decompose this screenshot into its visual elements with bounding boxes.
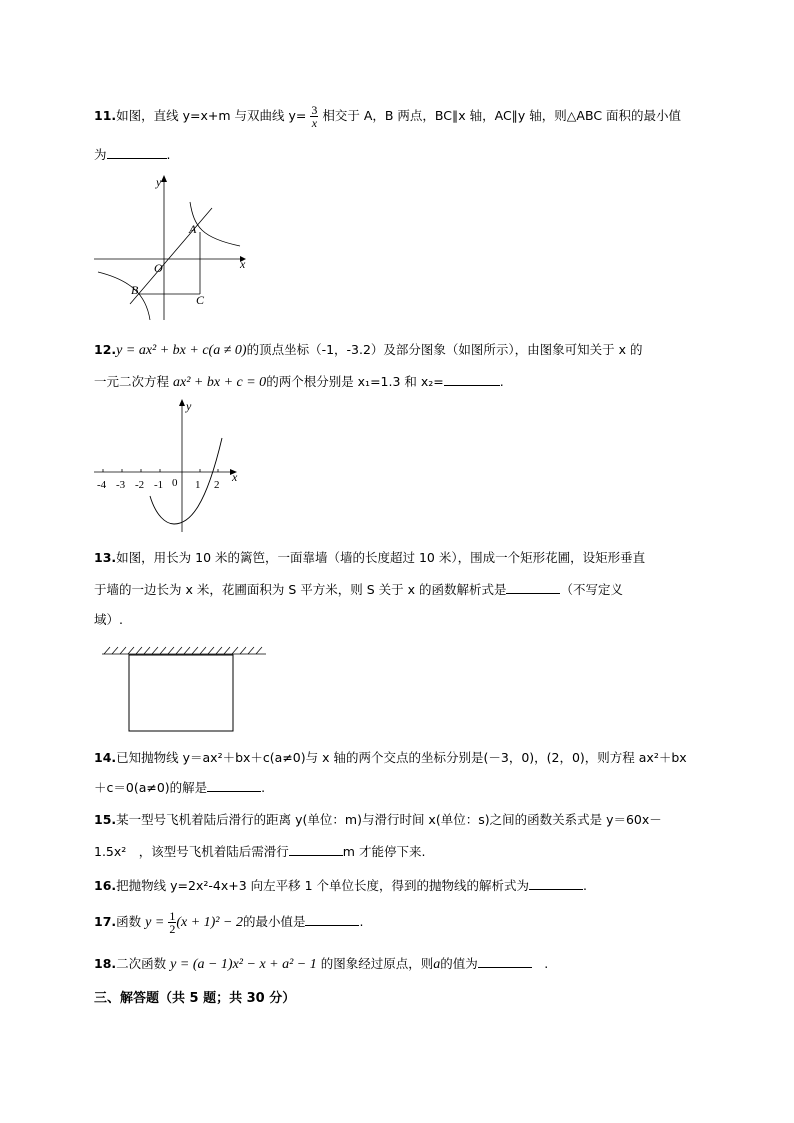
q11-fig-y: y [156, 175, 162, 189]
q13-line1: 13.如图，用长为 10 米的篱笆，一面靠墙（墙的长度超过 10 米），围成一个矩形花圃，设矩形垂直 [94, 550, 646, 565]
q13-figure [98, 642, 270, 736]
q12-formula: y = ax² + bx + c(a ≠ 0) [116, 343, 247, 358]
q11-text-a: 如图，直线 y=x+m 与双曲线 y= [116, 108, 307, 123]
q12-fig-x: x [232, 470, 238, 484]
section3-title: 三、解答题（共 5 题；共 30 分） [94, 991, 296, 1006]
q12-line2: 一元二次方程 ax² + bx + c = 0的两个根分别是 x₁=1.3 和 x₂= . [94, 374, 504, 390]
q12-figure [90, 396, 250, 536]
q12-equation: ax² + bx + c = 0 [173, 375, 267, 390]
q15-line2: 1.5x² ，该型号飞机着陆后需滑行 m 才能停下来. [94, 844, 426, 859]
q11-fig-x: x [240, 257, 246, 271]
q12-fig-y: y [186, 399, 192, 413]
q16-answer-blank[interactable] [529, 877, 583, 890]
q17-line: 17.函数 y = $\frac{1}{2}$ (x + 1)² − 2的最小值是 . [94, 909, 364, 936]
q11-text-b: 相交于 A，B 两点，BC∥x 轴，AC∥y 轴，则△ABC 面积的最小值 [322, 108, 682, 123]
q11-answer-blank[interactable] [107, 146, 167, 159]
q11-fig-c: C [196, 293, 205, 307]
q17-answer-blank[interactable] [305, 913, 359, 926]
q15-answer-blank[interactable] [289, 843, 343, 856]
q18-formula: y = (a − 1)x² − x + a² − 1 [170, 957, 317, 972]
q11-fraction: $\frac{3}{x}$ [311, 103, 318, 130]
q12-tick-2: -2 [135, 479, 145, 491]
q14-line1: 14.已知抛物线 y＝ax²＋bx＋c(a≠0)与 x 轴的两个交点的坐标分别是(－3，0)，(2，0)，则方程 ax²＋bx [94, 750, 687, 765]
q12-tick-6: 2 [214, 479, 220, 491]
q11-fig-a: A [189, 222, 197, 236]
q11-number: 11. [94, 108, 117, 123]
q14-line2: ＋c＝0(a≠0)的解是 . [94, 780, 266, 795]
q18-answer-blank[interactable] [478, 955, 532, 968]
q18-var: a [433, 957, 441, 972]
q16-line: 16.把抛物线 y=2x²-4x+3 向左平移 1 个单位长度，得到的抛物线的解析式为 . [94, 878, 588, 893]
q11-line2: 为 . [94, 147, 171, 162]
q12-tick-1: -3 [116, 479, 126, 491]
q12-tick-3: -1 [154, 479, 164, 491]
q13-line3: 域）. [94, 612, 123, 627]
q14-answer-blank[interactable] [207, 779, 261, 792]
q18-line: 18.二次函数 y = (a − 1)x² − x + a² − 1 的图象经过原点，则a的值为 . [94, 956, 549, 972]
q12-tick-0: -4 [97, 479, 107, 491]
q12-answer-blank[interactable] [444, 373, 500, 386]
q17-half: $\frac{1}{2}$ [169, 909, 176, 936]
q11-figure [90, 172, 260, 322]
q12-line1: 12.y = ax² + bx + c(a ≠ 0)的顶点坐标（-1，-3.2）及部分图象（如图所示），由图象可知关于 x 的 [94, 342, 643, 358]
q17-formula: (x + 1)² − 2 [176, 915, 243, 930]
q13-line2: 于墙的一边长为 x 米，花圃面积为 S 平方米，则 S 关于 x 的函数解析式是 （不写定义 [94, 582, 623, 597]
q15-line1: 15.某一型号飞机着陆后滑行的距离 y(单位：m)与滑行时间 x(单位：s)之间的函数关系式是 y＝60x－ [94, 812, 662, 827]
q13-answer-blank[interactable] [506, 581, 560, 594]
q17-y: y = [145, 915, 165, 930]
q11-fig-b: B [131, 283, 139, 297]
q11-line1 [94, 104, 681, 129]
q12-tick-5: 1 [195, 479, 201, 491]
q12-tick-4: 0 [172, 477, 178, 489]
q11-fig-o: O [154, 261, 163, 275]
